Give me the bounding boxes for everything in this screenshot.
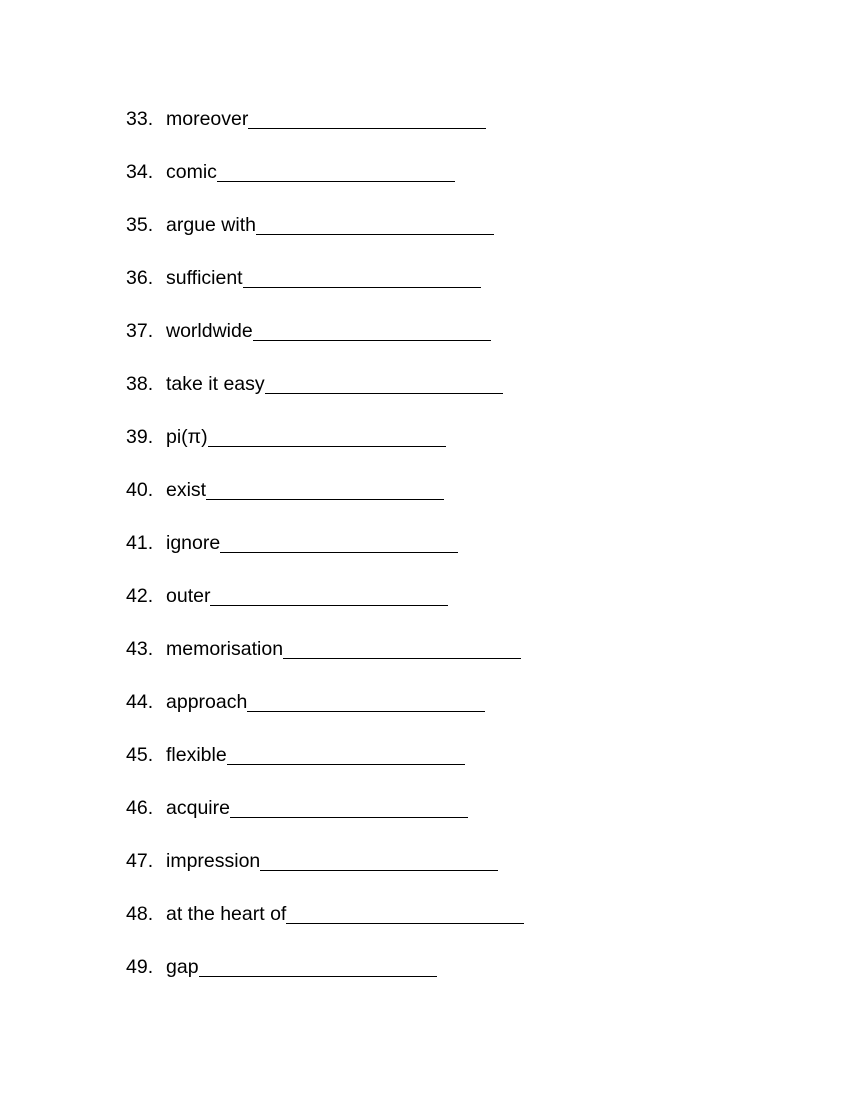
list-item <box>126 634 524 687</box>
item-number: 41. <box>126 532 154 554</box>
item-word: acquire <box>166 797 230 819</box>
list-item <box>126 475 524 528</box>
item-word: at the heart of <box>166 903 287 925</box>
answer-blank[interactable] <box>248 127 486 129</box>
answer-blank[interactable] <box>260 869 498 871</box>
item-word: impression <box>166 850 261 872</box>
list-item <box>126 210 524 263</box>
item-number: 33. <box>126 108 154 130</box>
item-number: 45. <box>126 744 154 766</box>
answer-blank[interactable] <box>210 604 448 606</box>
answer-blank[interactable] <box>199 975 437 977</box>
answer-blank[interactable] <box>230 816 468 818</box>
item-word: ignore <box>166 532 221 554</box>
item-number: 35. <box>126 214 154 236</box>
item-word: gap <box>166 956 199 978</box>
item-word: comic <box>166 161 217 183</box>
item-word: outer <box>166 585 211 607</box>
item-number: 47. <box>126 850 154 872</box>
answer-blank[interactable] <box>206 498 444 500</box>
answer-blank[interactable] <box>220 551 458 553</box>
item-number: 44. <box>126 691 154 713</box>
item-word: exist <box>166 479 207 501</box>
item-number: 36. <box>126 267 154 289</box>
list-item <box>126 157 524 210</box>
item-word: pi(π) <box>166 426 208 448</box>
list-item <box>126 316 524 369</box>
answer-blank[interactable] <box>247 710 485 712</box>
item-word: argue with <box>166 214 256 236</box>
list-item <box>126 104 524 157</box>
item-number: 42. <box>126 585 154 607</box>
item-word: flexible <box>166 744 227 766</box>
item-number: 37. <box>126 320 154 342</box>
item-number: 49. <box>126 956 154 978</box>
item-number: 48. <box>126 903 154 925</box>
item-number: 38. <box>126 373 154 395</box>
list-item <box>126 528 524 581</box>
item-word: sufficient <box>166 267 243 289</box>
item-word: worldwide <box>166 320 253 342</box>
item-word: moreover <box>166 108 249 130</box>
list-item <box>126 263 524 316</box>
list-item <box>126 846 524 899</box>
item-word: memorisation <box>166 638 284 660</box>
list-item <box>126 793 524 846</box>
list-item <box>126 687 524 740</box>
list-item <box>126 369 524 422</box>
answer-blank[interactable] <box>243 286 481 288</box>
list-item <box>126 952 524 1005</box>
item-number: 39. <box>126 426 154 448</box>
answer-blank[interactable] <box>286 922 524 924</box>
item-word: approach <box>166 691 248 713</box>
answer-blank[interactable] <box>208 445 446 447</box>
list-item <box>126 422 524 475</box>
item-number: 34. <box>126 161 154 183</box>
answer-blank[interactable] <box>217 180 455 182</box>
answer-blank[interactable] <box>253 339 491 341</box>
answer-blank[interactable] <box>256 233 494 235</box>
answer-blank[interactable] <box>283 657 521 659</box>
list-item <box>126 581 524 634</box>
item-number: 40. <box>126 479 154 501</box>
answer-blank[interactable] <box>227 763 465 765</box>
answer-blank[interactable] <box>265 392 503 394</box>
list-item <box>126 740 524 793</box>
item-number: 46. <box>126 797 154 819</box>
list-item <box>126 899 524 952</box>
vocabulary-list <box>126 104 524 1005</box>
item-word: take it easy <box>166 373 265 395</box>
item-number: 43. <box>126 638 154 660</box>
